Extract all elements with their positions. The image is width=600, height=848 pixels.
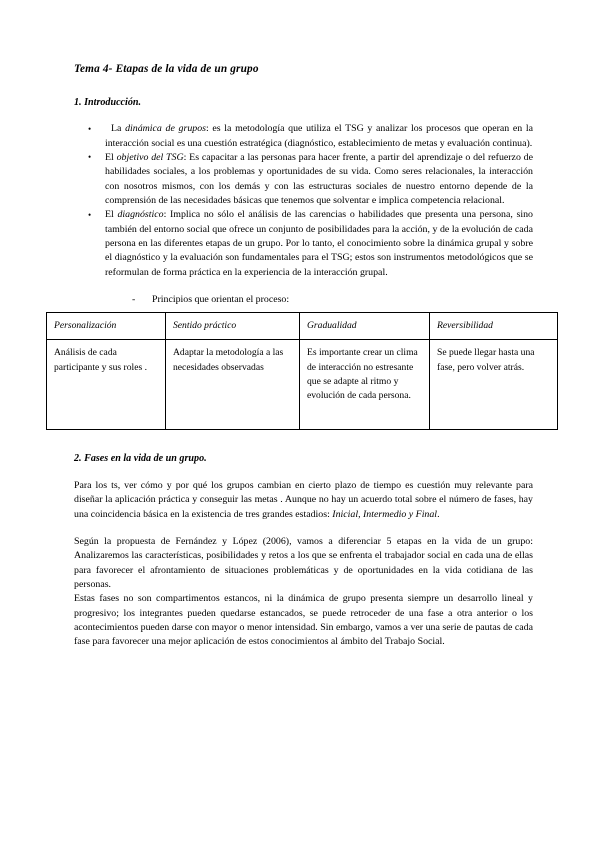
table-cell: Es importante crear un clima de interacción no estresante que se adapte al ritmo y evolución de cada persona. — [300, 340, 430, 430]
page-title: Tema 4- Etapas de la vida de un grupo — [74, 63, 259, 75]
bullet-body-text: : es la metodología que utiliza el TSG y analizar los procesos que operan en la interacción social es una cuestión estratégica (diagnóstico, establecimiento de metas y evaluación continua). — [105, 123, 533, 149]
principios-dash-item: - Principios que orientan el proceso: — [74, 293, 533, 307]
bullet-body-text: : Implica no sólo el análisis de las carencias o habilidades que presenta una persona, sino también del entorno social que ofrece un conjunto de posibilidades para la acción, y de la evolución de cada persona en las diferentes etapas de un grupo. — [105, 209, 533, 250]
bullet-body-text: : Es capacitar a las personas para hacer frente, a partir del aprendizaje o del refuerzo de habilidades sociales, a los problemas y oportunidades de su vida. Como seres relacionales, la interacción con nosotros mismos, con los demás y con las estructuras sociales de nuestro entorno depende de la comprensión de las necesidades básicas que tenemos que solventar e implica competencia relacional. — [105, 151, 533, 207]
list-item — [74, 151, 533, 208]
table-cell: Se puede llegar hasta una fase, pero volver atrás. — [430, 340, 558, 430]
table-header-cell: Personalización — [47, 313, 166, 340]
paragraph-text-end: . — [437, 508, 440, 520]
table-row — [47, 340, 558, 430]
bullet-term: objetivo del TSG — [116, 151, 184, 163]
list-item — [74, 208, 533, 280]
bullet-term: diagnóstico — [117, 209, 164, 221]
paragraph-fernandez-lopez: Según la propuesta de Fernández y López (2006), vamos a diferenciar 5 etapas en la vida de un grupo: Analizaremos las características, posibilidades y retos a los que se enfrenta el trabajador social en cada una de ellas para favorecer el afrontamiento de situaciones problemáticas y de oportunidades en la vida cotidiana de las personas. — [74, 536, 533, 591]
table-cell: Adaptar la metodología a las necesidades observadas — [166, 340, 300, 430]
bullet-extra-paragraph: Por lo tanto, el conocimiento sobre la dinámica grupal y sobre el diagnóstico y la evaluación son fundamentales para el TSG; estos son instrumentos metodológicos que se reformulan de forma práctica en la experiencia de la interacción grupal. — [105, 238, 533, 278]
section-heading-introduccion: 1. Introducción. — [74, 96, 142, 108]
table-header-row — [47, 313, 558, 340]
paragraph-compartimentos: Estas fases no son compartimentos estancos, ni la dinámica de grupo presenta siempre un desarrollo lineal y progresivo; los integrantes pueden quedarse estancados, se puede retroceder de una fase a otra anterior o los acontecimientos pueden darse con mayor o menor intensidad. Sin embargo, vamos a ver una serie de pautas de cada fase para favorecer una mejor aplicación de estos conocimientos al ámbito del Trabajo Social. — [74, 593, 533, 648]
bullet-lead-text: El — [105, 151, 117, 163]
list-item — [74, 122, 533, 151]
section-heading-fases: 2. Fases en la vida de un grupo. — [74, 453, 207, 465]
paragraph-text-part: Para los ts, ver cómo y por qué los grupos cambian en cierto plazo de tiempo es cuestión muy relevante para diseñar la aplicación práctica y conseguir las metas . Aunque no hay un acuerdo total sobre el número de fases, hay una coincidencia básica en la existencia de tres grandes estadios: — [74, 480, 533, 520]
paragraph-italic-estadios: Inicial, Intermedio y Final — [332, 508, 438, 520]
table-cell: Análisis de cada participante y sus roles . — [47, 340, 166, 430]
bullet-lead-text: El — [105, 209, 118, 221]
bullet-lead-text: La — [111, 123, 126, 135]
intro-bullet-list — [74, 122, 533, 280]
bullet-term: dinámica de grupos — [125, 123, 206, 135]
table-header-cell: Sentido práctico — [166, 313, 300, 340]
principios-table — [46, 312, 558, 430]
paragraph-estadios — [74, 479, 533, 522]
table-header-cell: Gradualidad — [300, 313, 430, 340]
table-header-cell: Reversibilidad — [430, 313, 558, 340]
